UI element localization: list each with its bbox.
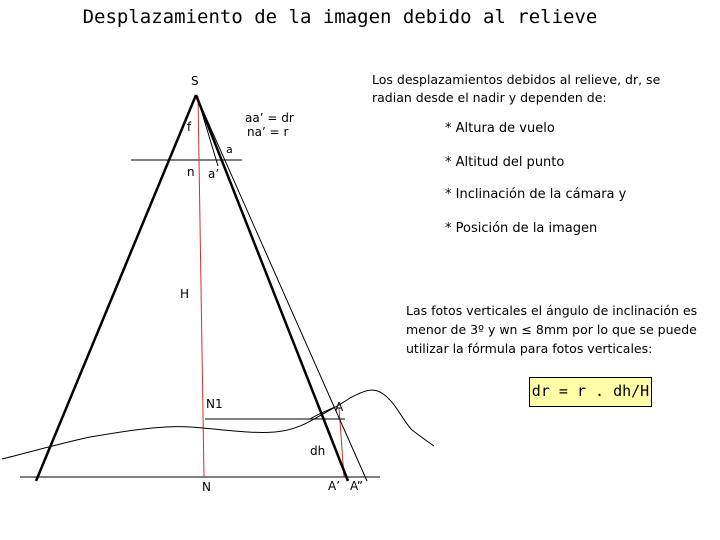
intro-line-2: radian desde el nadir y dependen de: bbox=[372, 90, 607, 105]
factor-item: * Altura de vuelo bbox=[445, 121, 555, 136]
page-title: Desplazamiento de la imagen debido al relieve bbox=[82, 6, 598, 28]
equation-dr: aa’ = dr bbox=[245, 111, 294, 125]
label-nadir-n: N bbox=[202, 480, 211, 494]
label-h: H bbox=[180, 287, 190, 301]
cone-right-edge bbox=[196, 95, 348, 481]
note-line-3: utilizar la fórmula para fotos verticales: bbox=[406, 341, 653, 356]
factor-item: * Altitud del punto bbox=[445, 155, 565, 170]
note-line-2: menor de 3º y wn ≤ 8mm por lo que se puede bbox=[406, 322, 697, 337]
label-a-prime: a’ bbox=[208, 167, 220, 181]
label-n: n bbox=[187, 165, 195, 179]
label-n1: N1 bbox=[206, 397, 223, 411]
formula-box: dr = r . dh/H bbox=[529, 377, 652, 407]
label-dh: dh bbox=[310, 444, 326, 458]
label-s: S bbox=[191, 74, 199, 88]
nadir-vertical-line bbox=[198, 96, 204, 477]
ray-to-a-double-prime bbox=[196, 95, 367, 481]
intro-line-1: Los desplazamientos debidos al relieve, dr, se bbox=[372, 72, 661, 87]
label-point-a-prime: A’ bbox=[328, 479, 341, 493]
factor-item: * Posición de la imagen bbox=[445, 221, 598, 236]
ray-to-a-prime bbox=[197, 96, 218, 166]
label-f: f bbox=[187, 120, 192, 134]
equation-r: na’ = r bbox=[247, 125, 289, 139]
factor-item: * Inclinación de la cámara y bbox=[445, 187, 627, 202]
cone-left-edge bbox=[36, 95, 196, 481]
label-point-a-double-prime: A” bbox=[350, 479, 363, 493]
label-point-a: A bbox=[335, 400, 344, 414]
note-line-1: Las fotos verticales el ángulo de inclinación es bbox=[406, 303, 698, 318]
label-a: a bbox=[226, 143, 233, 156]
